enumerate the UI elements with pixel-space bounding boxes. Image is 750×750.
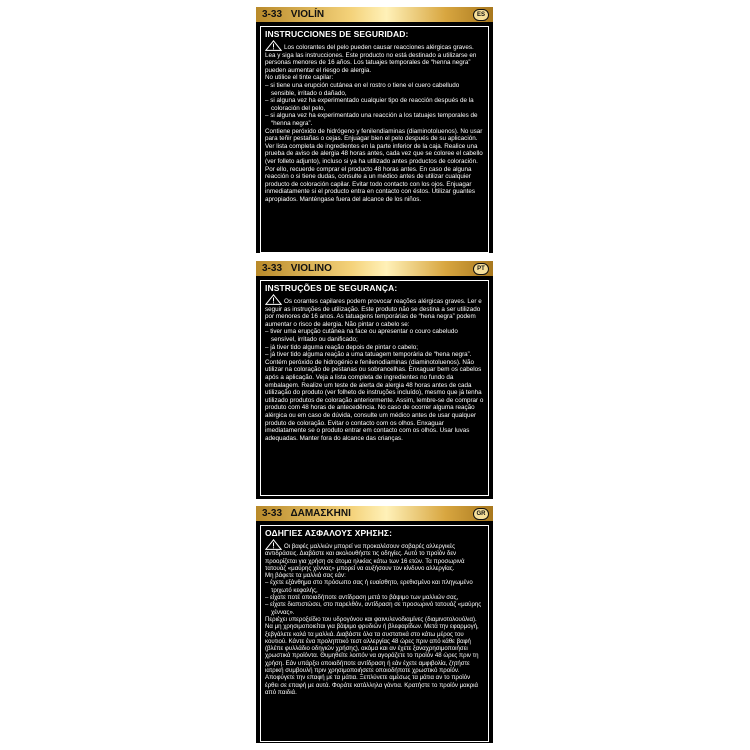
shade-name: ΔΑΜΑΣΚΗΝΙ xyxy=(290,508,351,519)
safety-title: ΟΔΗΓΙΕΣ ΑΣΦΑΛΟΥΣ ΧΡΗΣΗΣ: xyxy=(265,528,393,538)
language-badge: ES xyxy=(473,9,489,21)
safety-line: – já tiver tido alguma reação depois de pintar o cabelo; xyxy=(265,343,418,351)
safety-line: – si alguna vez ha experimentado cualquier tipo de reacción después de la coloración del pelo, xyxy=(265,97,474,112)
safety-text xyxy=(265,539,484,696)
safety-box xyxy=(260,26,489,253)
warning-triangle-icon xyxy=(265,40,282,51)
shade-code: 3-33 xyxy=(262,508,283,519)
safety-line: Περιέχει υπεροξείδιο του υδρογόνου και φαινυλενοδιαμίνες (διαμινοτολουόλια). Να μη χρησιμοποιείται για βάψιμο φρυδιών ή βλεφαρίδων. Μετά την εφαρμογή, ξεβγάλετε καλά τα μαλλιά. Διαβάστε όλα τα συστατικά στο κάτω μέρος του κουτιού. Κάντε ένα προληπτικό τεστ αλλεργίας 48 ώρες πριν από κάθε βαφή (βλέπε φυλλάδιο οδηγιών χρήσης), ακόμα και αν έχετε ξαναχρησιμοποιήσει χρωστικά προϊόντα. Θυμηθείτε λοιπόν να αγοράζετε το προϊόν 48 ώρες πριν τη χρήση. Εάν υπάρξει οποιαδήποτε αντίδραση ή εάν έχετε αμφιβολία, ζητήστε ιατρική συμβουλή πριν χρησιμοποιήσετε οποιοδήποτε χρωστικό προϊόν. Αποφύγετε την επαφή με τα μάτια. Ξεπλύνετε αμέσως τα μάτια αν το προϊόν έρθει σε επαφή με αυτά. Φοράτε κατάλληλα γάντια. Κρατήστε το προϊόν μακριά από παιδιά. xyxy=(265,615,479,696)
safety-intro: Os corantes capilares podem provocar reações alérgicas graves. Ler e seguir as instruções de utilização. Este produto não se destina a ser utilizado por menores de 16 anos. As tatuagens temporárias de “hena negra” podem aumentar o risco de alergia. Não pintar o cabelo se: xyxy=(265,298,482,328)
safety-box xyxy=(260,280,489,496)
safety-line: – έχετε εξάνθημα στο πρόσωπο σας ή ευαίσθητο, ερεθισμένο και πληγωμένο τριχωτό κεφαλής, xyxy=(265,579,473,594)
shade-name: VIOLÍN xyxy=(290,9,325,20)
warning-triangle-icon xyxy=(265,539,282,550)
shade-name: VIOLINO xyxy=(290,263,332,274)
safety-line: No utilice el tinte capilar: xyxy=(265,74,334,82)
safety-intro: Los colorantes del pelo pueden causar reacciones alérgicas graves. Lea y siga las instrucciones. Este producto no está destinado a utilizarse en personas menores de 16 años. Los tatuajes temporales de “henna negra” pueden aumentar el riesgo de alergia. xyxy=(265,44,477,74)
warning-triangle-icon xyxy=(265,294,282,305)
shade-code: 3-33 xyxy=(262,9,283,20)
safety-line: – tiver uma erupção cutânea na face ou apresentar o couro cabeludo sensível, irritado ou danificado; xyxy=(265,328,458,343)
safety-box xyxy=(260,525,489,742)
language-badge: PT xyxy=(473,263,489,275)
label-gr xyxy=(256,506,493,743)
safety-line: – já tiver tido alguma reação a uma tatuagem temporária de “hena negra”. xyxy=(265,351,472,359)
shade-code: 3-33 xyxy=(262,263,283,274)
label-pt xyxy=(256,261,493,499)
language-badge: GR xyxy=(473,508,489,520)
safety-line: Μη βάφετε τα μαλλιά σας εάν: xyxy=(265,572,346,580)
label-es xyxy=(256,7,493,253)
safety-title: INSTRUCCIONES DE SEGURIDAD: xyxy=(265,29,409,39)
safety-text xyxy=(265,40,484,203)
safety-intro: Οι βαφές μαλλιών μπορεί να προκαλέσουν σοβαρές αλλεργικές αντιδράσεις. Διαβάστε και ακολουθήστε τις οδηγίες. Αυτό το προϊόν δεν προορίζεται για χρήση σε άτομα ηλικίας κάτω των 16 ετών. Τα προσωρινά τατουάζ «μαύρης χέννας» μπορεί να αυξήσουν τον κίνδυνο αλλεργίας. xyxy=(265,543,465,572)
safety-text xyxy=(265,294,484,442)
safety-line: Contiene peróxido de hidrógeno y fenilendiaminas (diaminotoluenos). No usar para teñir pestañas o cejas. Enjuagar bien el pelo después de su aplicación. Ver lista completa de ingredientes en la parte inferior de la caja. Realice una prueba de aviso de alergia 48 horas antes, cada vez que se coloree el cabello (ver folleto adjunto), incluso si ya ha utilizado antes productos de coloración. Por ello, recuerde comprar el producto 48 horas antes. En caso de alguna reacción o si tiene dudas, consulte a un médico antes de utilizar cualquier producto de coloración capilar. Evitar todo contacto con los ojos. Enjuagar inmediatamente si el producto entra en contacto con éstos. Utilizar guantes apropiados. Manténgase fuera del alcance de los niños. xyxy=(265,127,483,203)
safety-line: – είχατε ποτέ οποιαδήποτε αντίδραση μετά το βάψιμο των μαλλιών σας, xyxy=(265,594,459,602)
safety-line: – είχατε διαπιστώσει, στο παρελθόν, αντίδραση σε προσωρινό τατουάζ «μαύρης χέννας». xyxy=(265,601,482,616)
label-header xyxy=(256,506,493,521)
safety-line: Contém peróxido de hidrogénio e fenilenodiaminas (diaminotoluenos). Não utilizar na coloração de pestanas ou sobrancelhas. Enxaguar bem os cabelos após a aplicação. Veja a lista completa de ingredientes no fundo da embalagem. Realize um teste de alerta de alergia 48 horas antes de cada utilização do produto (ver folheto de instruções incluído), mesmo que já tenha utilizado produtos de coloração anteriormente. Assim, lembre-se de comprar o produto com 48 horas de antecedência. No caso de ocorrer alguma reação alérgica ou em caso de dúvida, consulte um médico antes de usar qualquer produto de coloração. Evitar o contacto com os olhos. Enxaguar imediatamente se o produto entrar em contacto com os olhos. Usar luvas adequadas. Manter fora do alcance das crianças. xyxy=(265,358,484,442)
label-header xyxy=(256,261,493,276)
label-header xyxy=(256,7,493,22)
safety-line: – si alguna vez ha experimentado una reacción a los tatuajes temporales de “henna negra”. xyxy=(265,112,478,127)
safety-title: INSTRUÇÕES DE SEGURANÇA: xyxy=(265,283,398,293)
safety-line: – si tiene una erupción cutánea en el rostro o tiene el cuero cabelludo sensible, irritado o dañado, xyxy=(265,81,460,97)
